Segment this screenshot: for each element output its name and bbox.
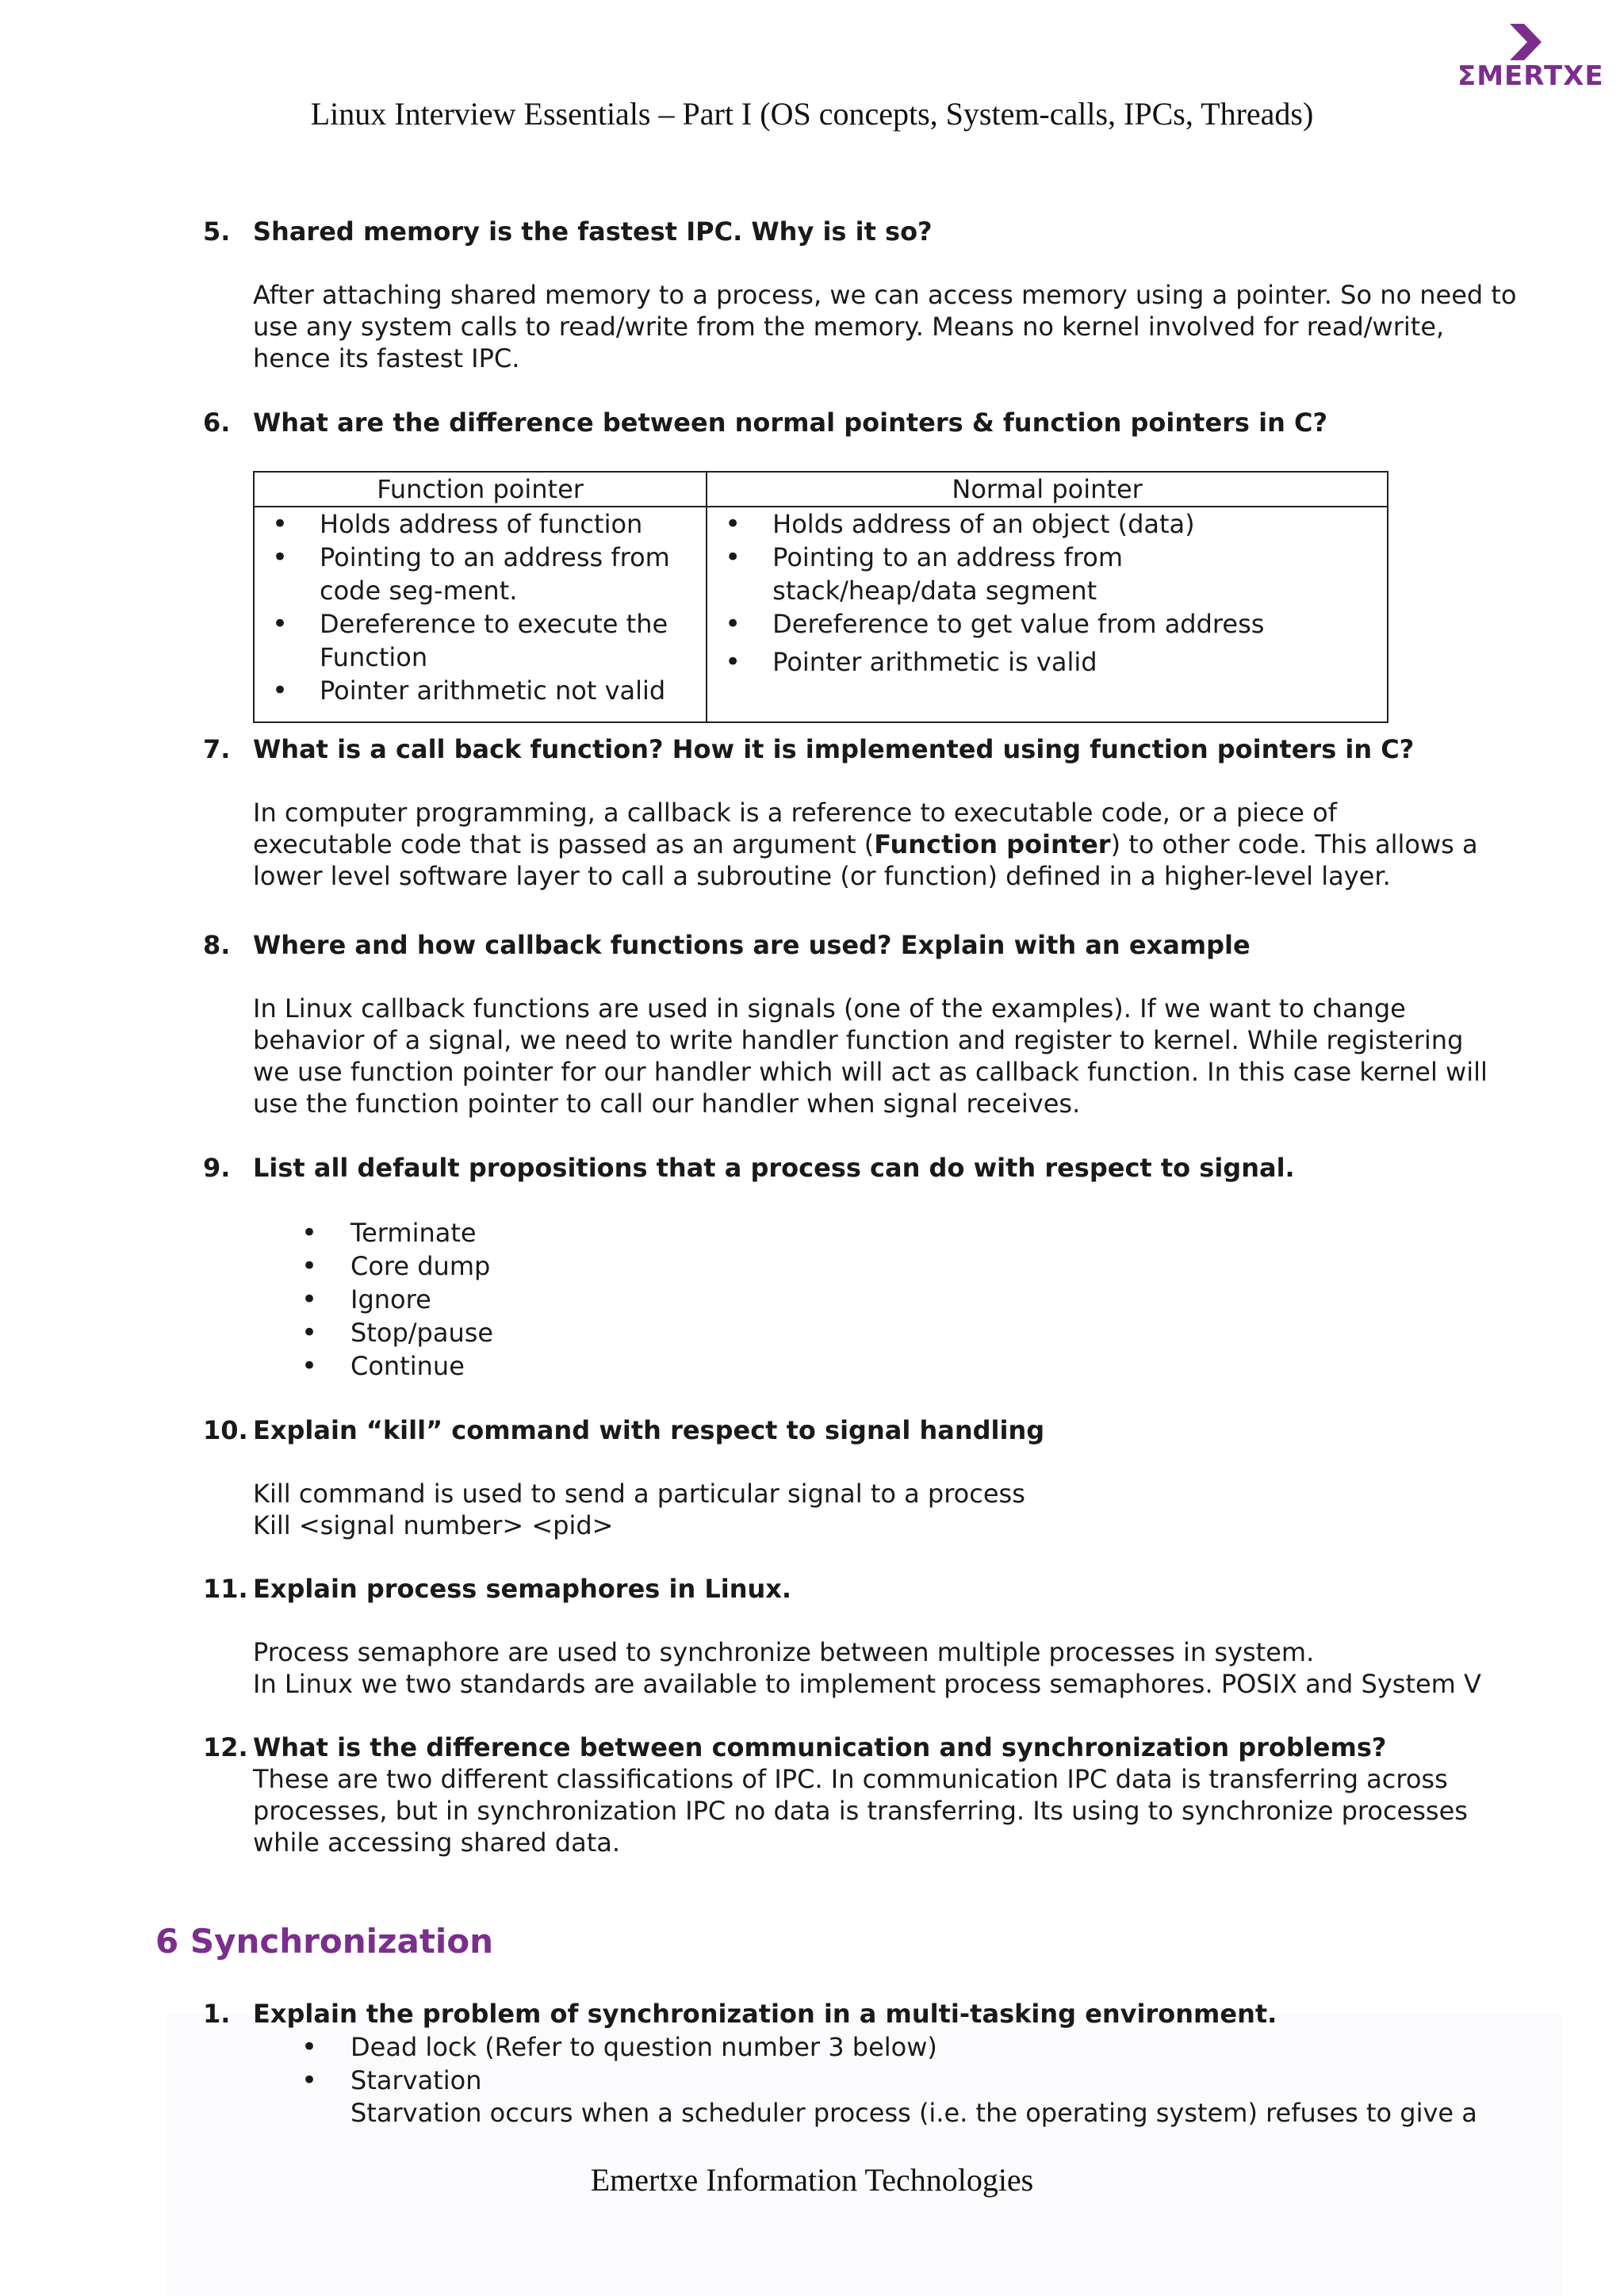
answer-text: ) to other code. This allows a xyxy=(1110,829,1478,859)
answer-8 xyxy=(253,993,1490,1119)
question-number: 6. xyxy=(203,408,231,438)
synchronization-problems-list xyxy=(301,2030,937,2097)
answer-line: processes, but in synchronization IPC no data is transferring. Its using to synchronize processes xyxy=(253,1796,1468,1826)
table-bullet xyxy=(255,541,706,607)
question-number: 5. xyxy=(203,216,231,247)
question-text: Where and how callback functions are used? Explain with an example xyxy=(253,930,1251,960)
table-bullet: • Pointing to an address from stack/heap/data segment xyxy=(707,541,1387,607)
question-number: 10. xyxy=(203,1415,248,1445)
answer-line: In Linux callback functions are used in signals (one of the examples). If we want to change xyxy=(253,993,1406,1024)
list-item: • Terminate xyxy=(301,1216,493,1249)
answer-line: use any system calls to read/write from the memory. Means no kernel involved for read/write, xyxy=(253,312,1445,342)
question-5 xyxy=(203,216,933,247)
question-number: 11. xyxy=(203,1574,248,1604)
function-pointer-cell xyxy=(254,507,707,722)
table-bullet: • Dereference to get value from address xyxy=(707,607,1387,641)
pointer-comparison-table xyxy=(253,471,1388,723)
question-text: What is the difference between communication and synchronization problems? xyxy=(253,1732,1387,1762)
list-item: • Continue xyxy=(301,1349,493,1383)
answer-line: Process semaphore are used to synchronize between multiple processes in system. xyxy=(253,1637,1315,1667)
answer-line: hence its fastest IPC. xyxy=(253,343,520,373)
answer-line: After attaching shared memory to a process, we can access memory using a pointer. So no need to xyxy=(253,280,1517,310)
logo-chevron-icon xyxy=(1510,24,1542,60)
answer-line xyxy=(253,828,1490,860)
function-pointer-term: Function pointer xyxy=(874,829,1111,859)
answer-text: executable code that is passed as an argument ( xyxy=(253,829,875,859)
question-number: 8. xyxy=(203,930,231,960)
section-heading-synchronization: 6 Synchronization xyxy=(155,1922,494,1961)
question-number: 1. xyxy=(203,1999,231,2029)
question-text: What is a call back function? How it is implemented using function pointers in C? xyxy=(253,734,1415,764)
normal-pointer-cell xyxy=(707,507,1388,722)
question-9 xyxy=(203,1152,1295,1184)
list-item: • Starvation xyxy=(301,2064,937,2097)
answer-line: use the function pointer to call our handler when signal receives. xyxy=(253,1089,1081,1119)
question-text: Explain “kill” command with respect to signal handling xyxy=(253,1415,1045,1445)
signal-dispositions-list xyxy=(301,1216,493,1383)
page-footer: Emertxe Information Technologies xyxy=(590,2162,1034,2198)
answer-line: These are two different classifications of IPC. In communication IPC data is transferring across xyxy=(253,1764,1448,1794)
table-bullet: • Holds address of an object (data) xyxy=(707,507,1387,541)
answer-line: while accessing shared data. xyxy=(253,1827,621,1858)
answer-line: In computer programming, a callback is a reference to executable code, or a piece of xyxy=(253,798,1337,828)
question-12 xyxy=(203,1732,1386,1763)
question-11 xyxy=(203,1573,791,1605)
list-item: • Ignore xyxy=(301,1283,493,1316)
page-header-title: Linux Interview Essentials – Part I (OS concepts, System-calls, IPCs, Threads) xyxy=(310,96,1314,132)
answer-12 xyxy=(253,1763,1490,1858)
section6-question-1 xyxy=(203,1998,1277,2030)
question-text: Explain the problem of synchronization in a multi-tasking environment. xyxy=(253,1999,1277,2029)
table-bullet: • Pointer arithmetic is valid xyxy=(707,645,1387,679)
table-header-normal-pointer: Normal pointer xyxy=(707,472,1388,507)
table-header-function-pointer: Function pointer xyxy=(254,472,707,507)
emertxe-logo xyxy=(1457,24,1604,92)
answer-line: behavior of a signal, we need to write handler function and register to kernel. While registering xyxy=(253,1025,1464,1055)
question-8 xyxy=(203,929,1251,961)
answer-5 xyxy=(253,279,1517,374)
question-6 xyxy=(203,407,1327,438)
question-number: 12. xyxy=(203,1732,248,1762)
question-number: 9. xyxy=(203,1153,231,1183)
question-7 xyxy=(203,733,1414,765)
question-text: List all default propositions that a process can do with respect to signal. xyxy=(253,1153,1295,1183)
question-text: Explain process semaphores in Linux. xyxy=(253,1574,792,1604)
question-number: 7. xyxy=(203,734,231,764)
answer-10 xyxy=(253,1478,1490,1541)
list-item: • Stop/pause xyxy=(301,1316,493,1349)
table-bullet: • Pointer arithmetic not valid xyxy=(255,674,706,707)
answer-11 xyxy=(253,1636,1490,1700)
list-item: • Dead lock (Refer to question number 3 below) xyxy=(301,2030,937,2064)
answer-line: Kill <signal number> <pid> xyxy=(253,1510,614,1540)
answer-line: we use function pointer for our handler which will act as callback function. In this case kernel will xyxy=(253,1057,1488,1087)
answer-line: lower level software layer to call a subroutine (or function) defined in a higher-level layer. xyxy=(253,861,1391,891)
question-text: Shared memory is the fastest IPC. Why is it so? xyxy=(253,216,933,247)
question-10 xyxy=(203,1414,1044,1446)
question-text: What are the difference between normal pointers & function pointers in C? xyxy=(253,408,1328,438)
answer-7 xyxy=(253,797,1490,892)
logo-text: ΣMERTXE xyxy=(1457,60,1604,92)
answer-line: Kill command is used to send a particular signal to a process xyxy=(253,1479,1025,1509)
starvation-description: Starvation occurs when a scheduler process (i.e. the operating system) refuses to give a xyxy=(350,2098,1477,2128)
table-bullet: • Dereference to execute the Function xyxy=(255,607,706,674)
table-bullet-text: Pointing to an address from code seg-ment. xyxy=(320,542,670,606)
answer-line: In Linux we two standards are available to implement process semaphores. POSIX and System V xyxy=(253,1669,1481,1699)
list-item: • Core dump xyxy=(301,1249,493,1283)
table-bullet: • Holds address of function xyxy=(255,507,706,541)
